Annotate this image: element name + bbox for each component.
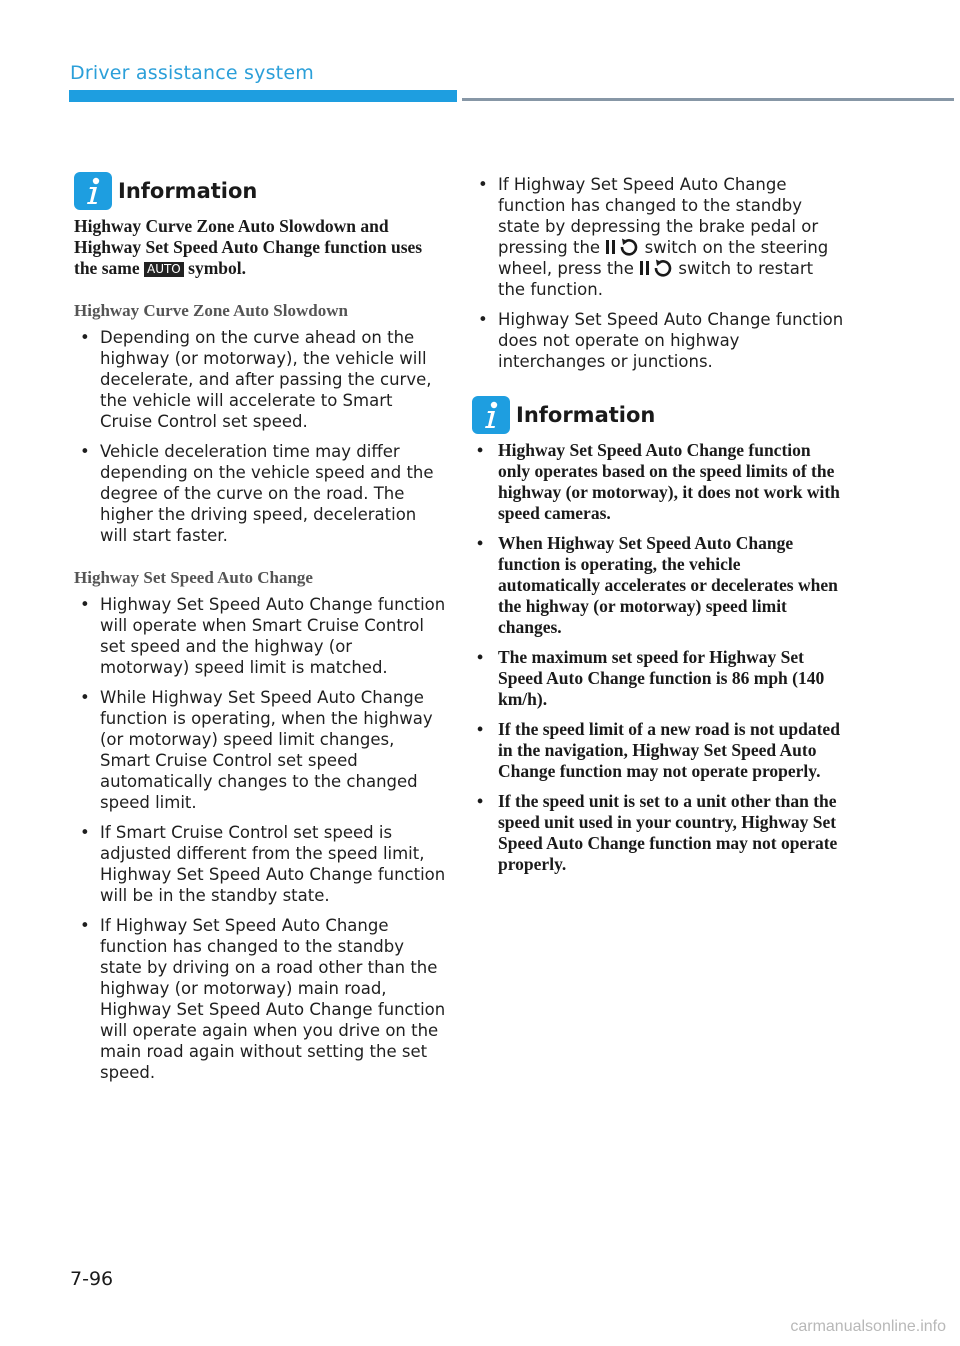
info-icon	[74, 172, 112, 210]
speed-section-list	[74, 594, 446, 1083]
auto-badge: AUTO	[144, 262, 184, 277]
header-rule-gray	[462, 98, 954, 101]
info-list	[472, 440, 844, 875]
list-item: • Vehicle deceleration time may differ depending on the vehicle speed and the degree of the curve on the road. The higher the driving speed, deceleration will start faster.	[74, 441, 446, 546]
list-item: • When Highway Set Speed Auto Change function is operating, the vehicle automatically accelerates or decelerates when the highway (or motorway) speed limit changes.	[472, 533, 844, 638]
text-run: switch on the steering wheel, press the	[498, 238, 829, 278]
list-item	[472, 174, 844, 300]
text-run: switch to restart the function.	[498, 259, 814, 299]
page-number: 7-96	[70, 1268, 114, 1290]
curve-section-list	[74, 327, 446, 546]
text-run: If Highway Set Speed Auto Change function has changed to the standby state by depressing the brake pedal or pressing the	[498, 175, 819, 257]
intro-text-after: symbol.	[183, 258, 246, 278]
list-item: • If Smart Cruise Control set speed is adjusted different from the speed limit, Highway Set Speed Auto Change function will be in the standby state.	[74, 822, 446, 906]
watermark[interactable]: carmanualsonline.info	[790, 1318, 946, 1335]
info-heading-2	[472, 394, 844, 436]
info-intro	[74, 216, 446, 279]
info-title: Information	[516, 403, 656, 427]
right-column	[472, 174, 844, 884]
info-heading-1	[74, 170, 446, 212]
list-item: • Highway Set Speed Auto Change function will operate when Smart Cruise Control set speed and the highway (or motorway) speed limit is matched.	[74, 594, 446, 678]
list-item: • If Highway Set Speed Auto Change function has changed to the standby state by driving on a road other than the highway (or motorway) main road, Highway Set Speed Auto Change function will operate again when you drive on the main road again without setting the set speed.	[74, 915, 446, 1083]
pause-resume-switch-icon	[639, 259, 673, 277]
list-item: • Depending on the curve ahead on the highway (or motorway), the vehicle will decelerate, and after passing the curve, the vehicle will accelerate to Smart Cruise Control set speed.	[74, 327, 446, 432]
list-item: • If the speed limit of a new road is not updated in the navigation, Highway Set Speed Auto Change function may not operate properly.	[472, 719, 844, 782]
header-rule-blue	[69, 90, 457, 102]
list-item: • The maximum set speed for Highway Set Speed Auto Change function is 86 mph (140 km/h).	[472, 647, 844, 710]
list-item: • Highway Set Speed Auto Change function does not operate on highway interchanges or junctions.	[472, 309, 844, 372]
section-title: Driver assistance system	[70, 62, 314, 84]
intro-text-before: Highway Curve Zone Auto Slowdown and Highway Set Speed Auto Change function uses the same	[74, 216, 423, 278]
info-title: Information	[118, 179, 258, 203]
list-item: • If the speed unit is set to a unit other than the speed unit used in your country, Highway Set Speed Auto Change function may not operate properly.	[472, 791, 844, 875]
right-list	[472, 174, 844, 372]
list-item: • Highway Set Speed Auto Change function only operates based on the speed limits of the highway (or motorway), it does not work with speed cameras.	[472, 440, 844, 524]
pause-resume-switch-icon	[605, 238, 639, 256]
info-icon	[472, 396, 510, 434]
list-item: • While Highway Set Speed Auto Change function is operating, when the highway (or motorway) speed limit changes, Smart Cruise Control set speed automatically changes to the changed speed limit.	[74, 687, 446, 813]
speed-section-heading: Highway Set Speed Auto Change	[74, 568, 313, 587]
left-column	[74, 170, 446, 1092]
curve-section-heading: Highway Curve Zone Auto Slowdown	[74, 301, 348, 320]
